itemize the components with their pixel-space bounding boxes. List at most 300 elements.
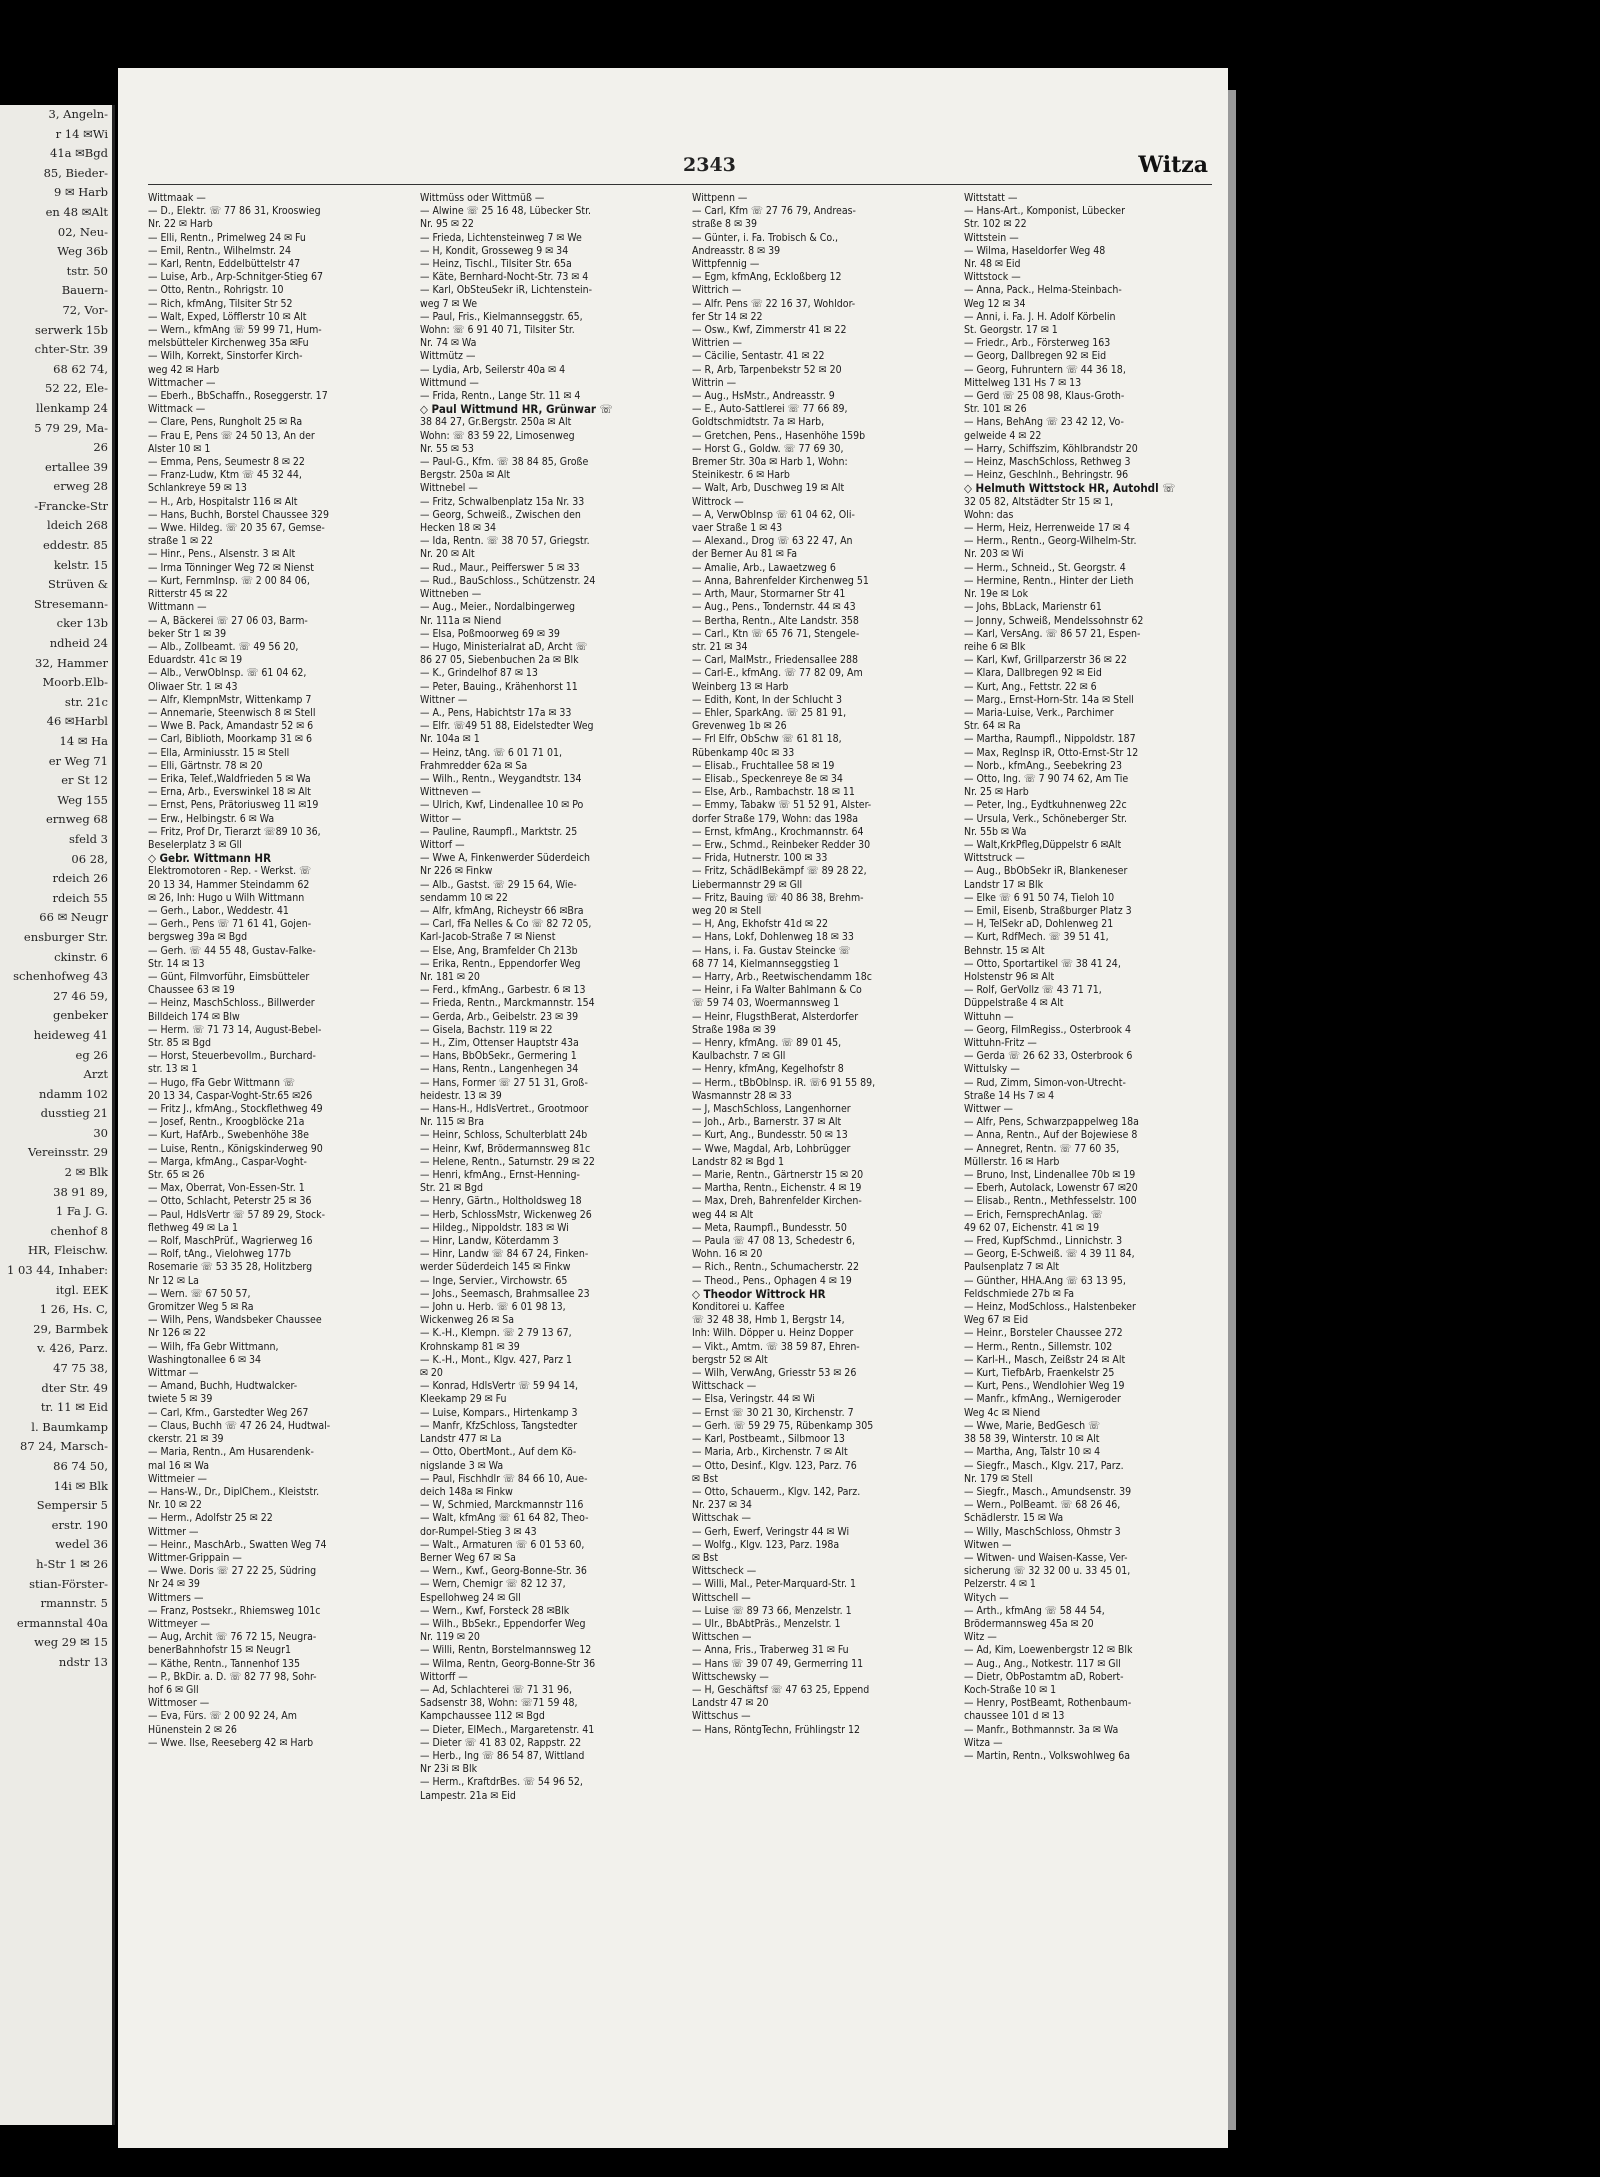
directory-entry: — Wolfg., Klgv. 123, Parz. 198a — [692, 1538, 840, 1551]
directory-entry: Müllerstr. 16 ✉ Harb — [964, 1155, 1060, 1168]
directory-entry: — Johs, BbLack, Marienstr 61 — [964, 601, 1102, 614]
prev-page-line: 1 03 44, Inhaber: — [7, 1263, 108, 1278]
prev-page-line: 14 ✉ Ha — [59, 734, 108, 748]
directory-entry: Pelzerstr. 4 ✉ 1 — [964, 1578, 1036, 1591]
prev-page-line: en 48 ✉Alt — [45, 204, 108, 219]
directory-entry: str. 13 ✉ 1 — [148, 1063, 198, 1076]
column-1 — [148, 192, 413, 2122]
surname-heading: Wittstein — — [964, 231, 1019, 244]
directory-entry: St. Georgstr. 17 ✉ 1 — [964, 324, 1058, 337]
prev-page-line: 52 22, Ele- — [45, 381, 108, 396]
directory-entry: — Rud., Maur., Peifferswег 5 ✉ 33 — [420, 561, 580, 574]
prev-page-line: chter-Str. 39 — [34, 342, 108, 357]
page-edge — [1228, 90, 1236, 2130]
surname-heading: Wittschen — — [692, 1631, 752, 1644]
surname-heading: Wittmüss oder Wittmüß — — [420, 192, 545, 204]
directory-entry: — Ulr., BbAbtPräs., Menzelstr. 1 — [692, 1617, 841, 1630]
prev-page-line: Arzt — [83, 1067, 108, 1082]
surname-heading: Wittor — — [420, 812, 462, 825]
directory-entry: — Paul, HdlsVertr ☏ 57 89 29, Stock- — [148, 1208, 326, 1221]
directory-entry: Rosemarie ☏ 53 35 28, Holitzberg — [148, 1261, 313, 1274]
directory-entry: — Ida, Rentn. ☏ 38 70 57, Griegstr. — [420, 535, 590, 548]
prev-page-line: kelstr. 15 — [53, 557, 108, 572]
directory-entry: — Wern, Chemigr ☏ 82 12 37, — [420, 1578, 566, 1591]
directory-entry: — Kurt, TiefbArb, Fraenkelstr 25 — [964, 1367, 1115, 1380]
directory-entry: — Alfr, kfmAng, Richeystr 66 ✉Bra — [420, 904, 584, 917]
directory-entry: — Eberh, Autolack, Lowenstr 67 ✉20 — [964, 1182, 1138, 1195]
directory-entry: — Wilh, VerwAng, Griesstr 53 ✉ 26 — [692, 1367, 857, 1380]
prev-page-line: Moorb.Elb- — [42, 675, 108, 690]
directory-entry: Landstr 82 ✉ Bgd 1 — [692, 1155, 784, 1168]
directory-entry: — Henri, kfmAng., Ernst-Henning- — [420, 1169, 580, 1182]
directory-entry: — Hans ☏ 39 07 49, Germerring 11 — [692, 1657, 864, 1670]
directory-entry: — Eva, Fürs. ☏ 2 00 92 24, Am — [148, 1710, 297, 1723]
directory-entry: Oliwaer Str. 1 ✉ 43 — [148, 680, 238, 693]
prev-page-line: erstr. 190 — [51, 1517, 108, 1532]
prev-page-line: Bauern- — [61, 283, 108, 298]
directory-entry: — Heinr., Borsteler Chaussee 272 — [964, 1327, 1123, 1340]
prev-page-line: eddestr. 85 — [42, 538, 108, 553]
directory-entry: — Ernst, kfmAng., Krochmannstr. 64 — [692, 825, 864, 838]
prev-page-line: er St 12 — [61, 773, 108, 788]
directory-entry: — Marie, Rentn., Gärtnerstr 15 ✉ 20 — [692, 1169, 864, 1182]
directory-entry: Nr 24 ✉ 39 — [148, 1578, 200, 1591]
directory-entry: dor-Rumpel-Stieg 3 ✉ 43 — [420, 1525, 537, 1538]
directory-entry: — Paul, Fris., Kielmannseggstr. 65, — [420, 310, 583, 323]
directory-entry: — Frida, Hutnerstr. 100 ✉ 33 — [692, 852, 828, 865]
directory-entry: — Amalie, Arb., Lawaetzweg 6 — [692, 561, 836, 574]
directory-entry: — Peter, Ing., Eydtkuhnenweg 22c — [964, 799, 1127, 812]
directory-entry: Hünenstein 2 ✉ 26 — [148, 1723, 237, 1736]
directory-entry: Wohn: ☏ 83 59 22, Limosenweg — [420, 429, 575, 442]
prev-page-line: tr. 11 ✉ Eid — [40, 1400, 108, 1415]
directory-entry: — Günt, Filmvorführ, Eimsbütteler — [148, 970, 310, 983]
directory-entry: 86 27 05, Siebenbuchen 2a ✉ Blk — [420, 654, 579, 667]
directory-entry: Ritterstr 45 ✉ 22 — [148, 588, 228, 601]
surname-heading: Wittneven — — [420, 786, 481, 799]
directory-entry: Schädlerstr. 15 ✉ Wa — [964, 1512, 1064, 1525]
prev-page-line: Strüven & — [47, 577, 108, 592]
prev-page-line: 27 46 59, — [53, 988, 108, 1003]
directory-entry: Karl-Jacob-Straße 7 ✉ Nienst — [420, 931, 556, 944]
directory-entry: — Otto, Schauerm., Klgv. 142, Parz. — [692, 1485, 861, 1498]
directory-entry: — Kurt, Ang., Fettstr. 22 ✉ 6 — [964, 680, 1097, 693]
directory-entry: — Herm., Rentn., Sillemstr. 102 — [964, 1340, 1113, 1353]
directory-entry: — P., BkDir. a. D. ☏ 82 77 98, Sohr- — [148, 1670, 317, 1683]
directory-entry: Str. 102 ✉ 22 — [964, 218, 1027, 231]
directory-entry: — Alfr. Pens ☏ 22 16 37, Wohldor- — [692, 297, 856, 310]
prev-page-line: weg 29 ✉ 15 — [34, 1635, 108, 1650]
directory-entry: — Herb, SchlossMstr, Wickenweg 26 — [420, 1208, 592, 1221]
directory-entry: chaussee 101 d ✉ 13 — [964, 1710, 1065, 1723]
directory-entry: — Ernst, Pens, Prätoriusweg 11 ✉19 — [148, 799, 319, 812]
directory-entry: — Alfr, Pens, Schwarzpappelweg 18a — [964, 1116, 1139, 1129]
directory-entry: Nr. 20 ✉ Alt — [420, 548, 475, 561]
directory-entry: Nr. 119 ✉ 20 — [420, 1631, 480, 1644]
directory-entry: — Wern. ☏ 67 50 57, — [148, 1287, 251, 1300]
directory-entry: — Walt, kfmAng ☏ 61 64 82, Theo- — [420, 1512, 589, 1525]
directory-entry: Schlankreye 59 ✉ 13 — [148, 482, 247, 495]
directory-entry: — Kurt, FernmInsp. ☏ 2 00 84 06, — [148, 574, 310, 587]
prev-page-line: 2 ✉ Blk — [64, 1165, 108, 1180]
directory-columns — [148, 192, 1213, 2122]
directory-entry: — Wilh, Korrekt, Sinstorfer Kirch- — [148, 350, 303, 363]
directory-entry: gelweide 4 ✉ 22 — [964, 429, 1042, 442]
directory-entry: — Inge, Servier., Virchowstr. 65 — [420, 1274, 568, 1287]
surname-heading: Wittpfennig — — [692, 258, 760, 271]
directory-entry: — Fritz, SchädlBekämpf ☏ 89 28 22, — [692, 865, 867, 878]
surname-heading: Witwen — — [964, 1538, 1012, 1551]
directory-entry: Steinikestr. 6 ✉ Harb — [692, 469, 790, 482]
directory-entry: — Aug., HsMstr., Andreasstr. 9 — [692, 390, 835, 403]
directory-entry: — Wilh, fFa Gebr Wittmann, — [148, 1340, 279, 1353]
directory-entry: — Hans, BbObSekr., Germering 1 — [420, 1050, 577, 1063]
surname-heading: Wittmeier — — [148, 1472, 207, 1485]
directory-entry: — Elsa, Veringstr. 44 ✉ Wi — [692, 1393, 815, 1406]
directory-entry: — Dieter ☏ 41 83 02, Rappstr. 22 — [420, 1736, 582, 1749]
directory-entry: — Gerd ☏ 25 08 98, Klaus-Groth- — [964, 390, 1125, 403]
directory-entry: — Rolf, tAng., Vielohweg 177b — [148, 1248, 292, 1261]
directory-entry: — Günter, i. Fa. Trobisch & Co., — [692, 231, 838, 244]
prev-page-line: eg 26 — [75, 1047, 108, 1062]
directory-entry: — Erw., Helbingstr. 6 ✉ Wa — [148, 812, 275, 825]
prev-page-line: v. 426, Parz. — [37, 1341, 108, 1356]
surname-heading: Wittrien — — [692, 337, 742, 350]
directory-entry: — Ursula, Verk., Schöneberger Str. — [964, 812, 1127, 825]
prev-page-line: stian-Förster- — [29, 1576, 108, 1591]
directory-entry: — Herm, Heiz, Herrenweide 17 ✉ 4 — [964, 522, 1130, 535]
directory-entry: — Kurt, Pens., Wendlohier Weg 19 — [964, 1380, 1125, 1393]
surname-heading: Wittschack — — [692, 1380, 757, 1393]
prev-page-line: 41a ✉Bgd — [50, 146, 108, 161]
directory-entry: Str. 14 ✉ 13 — [148, 957, 205, 970]
directory-entry: — Otto, Sportartikel ☏ 38 41 24, — [964, 957, 1121, 970]
directory-entry: — Wern., kfmAng ☏ 59 99 71, Hum- — [148, 324, 322, 337]
directory-entry: — Herm. ☏ 71 73 14, August-Bebel- — [148, 1023, 322, 1036]
directory-entry: — Gerh. ☏ 59 29 75, Rübenkamp 305 — [692, 1419, 874, 1432]
prev-page-line: rmannstr. 5 — [40, 1596, 108, 1611]
directory-entry: Landstr 47 ✉ 20 — [692, 1697, 769, 1710]
directory-entry: — Karl, Rentn, Eddelbüttelstr 47 — [148, 258, 301, 271]
directory-entry: — Else, Arb., Rambachstr. 18 ✉ 11 — [692, 786, 855, 799]
prev-page-line: 72, Vor- — [62, 302, 108, 317]
directory-entry: — Irma Tönninger Weg 72 ✉ Nienst — [148, 561, 314, 574]
directory-entry: — Wwe. Hildeg. ☏ 20 35 67, Gemse- — [148, 522, 325, 535]
directory-entry: — J, MaschSchloss, Langenhorner — [692, 1103, 851, 1116]
directory-entry: Alster 10 ✉ 1 — [148, 442, 211, 455]
directory-entry: — Elisab., Speckenreye 8e ✉ 34 — [692, 772, 843, 785]
directory-entry: Nr 12 ✉ La — [148, 1274, 199, 1287]
directory-entry: sendamm 10 ✉ 22 — [420, 891, 508, 904]
prev-page-line: 29, Barmbek — [33, 1321, 108, 1336]
directory-entry: — Josef, Rentn., Kroogblöcke 21a — [148, 1116, 305, 1129]
directory-entry: — A., Pens, Habichtstr 17a ✉ 33 — [420, 706, 572, 719]
directory-entry: — Gerh. ☏ 44 55 48, Gustav-Falke- — [148, 944, 316, 957]
directory-entry: — Wwe, Marie, BedGesch ☏ — [964, 1419, 1100, 1432]
prev-page-line: sfeld 3 — [69, 831, 108, 846]
directory-entry: Nr. 203 ✉ Wi — [964, 548, 1024, 561]
directory-entry: — Friedr., Arb., Försterweg 163 — [964, 337, 1111, 350]
directory-entry: Kampchaussee 112 ✉ Bgd — [420, 1710, 545, 1723]
directory-entry: — Rolf, GerVollz ☏ 43 71 71, — [964, 984, 1102, 997]
directory-entry: — Else, Ang, Bramfelder Ch 213b — [420, 944, 578, 957]
directory-entry: Chaussee 63 ✉ 19 — [148, 984, 235, 997]
directory-entry: weg 7 ✉ We — [420, 297, 478, 310]
directory-entry: — Franz-Ludw, Ktm ☏ 45 32 44, — [148, 469, 302, 482]
directory-entry: — Erika, Telef.,Waldfrieden 5 ✉ Wa — [148, 772, 311, 785]
surname-heading: Wittnebel — — [420, 482, 478, 495]
directory-entry: Nr. 25 ✉ Harb — [964, 786, 1029, 799]
prev-page-line: 32, Hammer — [35, 655, 108, 670]
prev-page-line: 1 26, Hs. C, — [39, 1302, 108, 1317]
directory-entry: — Gerh., Labor., Weddestr. 41 — [148, 904, 289, 917]
prev-page-line: erweg 28 — [53, 479, 108, 494]
prev-page-line: cker 13b — [56, 616, 108, 631]
directory-entry: — Siegfr., Masch., Klgv. 217, Parz. — [964, 1459, 1124, 1472]
surname-heading: Wittschewsky — — [692, 1670, 769, 1683]
directory-entry: — Harry, Arb., Reetwischendamm 18c — [692, 970, 872, 983]
prev-page-line: 9 ✉ Harb — [53, 185, 108, 200]
directory-entry: — Carl, Biblioth, Moorkamp 31 ✉ 6 — [148, 733, 312, 746]
directory-entry: — Hans, BehAng ☏ 23 42 12, Vo- — [964, 416, 1124, 429]
directory-entry: Düppelstraße 4 ✉ Alt — [964, 997, 1064, 1010]
surname-heading: Wittner — — [420, 693, 468, 706]
directory-entry: — Hinr, Landw, Köterdamm 3 — [420, 1235, 559, 1248]
surname-heading: Wittulsky — — [964, 1063, 1020, 1076]
prev-page-line: ertallee 39 — [44, 459, 108, 474]
directory-entry: — Emma, Pens, Seumestr 8 ✉ 22 — [148, 456, 305, 469]
surname-heading: Wittmer-Grippain — — [148, 1551, 242, 1564]
surname-heading: Wittmütz — — [420, 350, 476, 363]
directory-entry: — Wilma, Rentn, Georg-Bonne-Str 36 — [420, 1657, 596, 1670]
directory-entry: — Wwe, Magdal, Arb, Lohbrügger — [692, 1142, 851, 1155]
directory-entry: — Paul, Fischhdlr ☏ 84 66 10, Aue- — [420, 1472, 588, 1485]
directory-entry: — Gerh, Ewerf, Veringstr 44 ✉ Wi — [692, 1525, 850, 1538]
directory-entry: — Edith, Kont, In der Schlucht 3 — [692, 693, 843, 706]
directory-entry: — Emmy, Tabakw ☏ 51 52 91, Alster- — [692, 799, 872, 812]
directory-entry: Wohn. 16 ✉ 20 — [692, 1248, 763, 1261]
directory-entry: weg 20 ✉ Stell — [692, 904, 762, 917]
directory-entry: — Henry, Gärtn., Holtholdsweg 18 — [420, 1195, 582, 1208]
directory-entry: — Erna, Arb., Everswinkel 18 ✉ Alt — [148, 786, 311, 799]
directory-entry: — Kurt, HafArb., Swebenhöhe 38e — [148, 1129, 309, 1142]
directory-entry: — H, TelSekr aD, Dohlenweg 21 — [964, 918, 1114, 931]
directory-entry: Nr. 95 ✉ 22 — [420, 218, 474, 231]
directory-entry: — Anna, Pack., Helma-Steinbach- — [964, 284, 1122, 297]
directory-entry: — Herm., tBbOblnsp. iR. ☏6 91 55 89, — [692, 1076, 876, 1089]
directory-entry: — Horst G., Goldw. ☏ 77 69 30, — [692, 442, 844, 455]
surname-heading: Wittmacher — — [148, 376, 216, 389]
directory-entry: Wohn: ☏ 6 91 40 71, Tilsiter Str. — [420, 324, 575, 337]
directory-entry: hof 6 ✉ Gll — [148, 1683, 199, 1696]
directory-entry: — Alfr, KlempnMstr, Wittenkamp 7 — [148, 693, 312, 706]
directory-entry: — Horst, Steuerbevollm., Burchard- — [148, 1050, 316, 1063]
column-3 — [692, 192, 957, 2122]
directory-entry: Nr. 179 ✉ Stell — [964, 1472, 1033, 1485]
directory-entry: Str. 64 ✉ Ra — [964, 720, 1021, 733]
directory-entry: — Heinr, FlugsthBerat, Alsterdorfer — [692, 1010, 859, 1023]
directory-entry: — Herm., KraftdrBes. ☏ 54 96 52, — [420, 1776, 583, 1789]
directory-entry: — Anni, i. Fa. J. H. Adolf Körbelin — [964, 310, 1116, 323]
surname-heading: Wittscheck — — [692, 1565, 757, 1578]
surname-heading: Wittrin — — [692, 376, 737, 389]
directory-entry: — Aug., Pens., Tondernstr. 44 ✉ 43 — [692, 601, 856, 614]
directory-entry: Bergstr. 250a ✉ Alt — [420, 469, 511, 482]
directory-entry: — Wwe A, Finkenwerder Süderdeich — [420, 852, 591, 865]
directory-entry: — Georg, FilmRegiss., Osterbrook 4 — [964, 1023, 1131, 1036]
directory-entry: — Ella, Arminiusstr. 15 ✉ Stell — [148, 746, 290, 759]
directory-entry: — Hinr., Pens., Alsenstr. 3 ✉ Alt — [148, 548, 296, 561]
prev-page-line: 68 62 74, — [53, 361, 108, 376]
directory-entry: — Hans, i. Fa. Gustav Steincke ☏ — [692, 944, 851, 957]
directory-entry: — Norb., kfmAng., Seebekring 23 — [964, 759, 1123, 772]
directory-entry: — Kurt, Ang., Bundesstr. 50 ✉ 13 — [692, 1129, 848, 1142]
directory-entry: — Franz, Postsekr., Rhiemsweg 101c — [148, 1604, 321, 1617]
prev-page-line: -Francke-Str — [34, 498, 108, 513]
directory-entry: fer Str 14 ✉ 22 — [692, 310, 763, 323]
prev-page-line: ckinstr. 6 — [54, 949, 108, 964]
directory-entry: — Wilma, Haseldorfer Weg 48 — [964, 244, 1106, 257]
previous-page-fragment — [0, 105, 115, 2125]
surname-heading: Wittmer — — [148, 1525, 199, 1538]
directory-entry: — Alb., VerwOblnsp. ☏ 61 04 62, — [148, 667, 307, 680]
directory-entry: Konditorei u. Kaffee — [692, 1301, 785, 1314]
prev-page-line: 87 24, Marsch- — [20, 1439, 108, 1454]
surname-heading: Witych — — [964, 1591, 1009, 1604]
directory-entry: — Carl, MalMstr., Friedensallee 288 — [692, 654, 859, 667]
surname-heading: Wittuhn-Fritz — — [964, 1037, 1037, 1049]
directory-entry: — R, Arb, Tarpenbekstr 52 ✉ 20 — [692, 363, 842, 376]
directory-entry: — Fred, KupfSchmd., Linnichstr. 3 — [964, 1235, 1123, 1248]
directory-entry: — Willy, MaschSchloss, Ohmstr 3 — [964, 1525, 1121, 1538]
directory-entry: — Rolf, MaschPrüf., Wagrierweg 16 — [148, 1235, 313, 1248]
directory-entry: Liebermannstr 29 ✉ Gll — [692, 878, 803, 891]
prev-page-line: 86 74 50, — [53, 1458, 108, 1473]
directory-entry: Nr. 181 ✉ 20 — [420, 970, 480, 983]
directory-entry: reihe 6 ✉ Blk — [964, 640, 1026, 653]
directory-entry: ☏ 59 74 03, Woermannsweg 1 — [692, 997, 840, 1010]
directory-entry: Paulsenplatz 7 ✉ Alt — [964, 1261, 1060, 1274]
directory-entry: — Marga, kfmAng., Caspar-Voght- — [148, 1155, 307, 1168]
directory-entry: — Annegret, Rentn. ☏ 77 60 35, — [964, 1142, 1120, 1155]
directory-entry: — Ad, Kim, Loewenbergstr 12 ✉ Blk — [964, 1644, 1133, 1657]
directory-entry: — Walt, Arb, Duschweg 19 ✉ Alt — [692, 482, 845, 495]
directory-entry: Nr. 19e ✉ Lok — [964, 588, 1029, 601]
directory-entry: — Günther, HHA.Ang ☏ 63 13 95, — [964, 1274, 1126, 1287]
directory-entry: twiete 5 ✉ 39 — [148, 1393, 213, 1406]
directory-entry: — Heinr, Schloss, Schulterblatt 24b — [420, 1129, 588, 1142]
directory-entry: Weinberg 13 ✉ Harb — [692, 680, 789, 693]
directory-entry: Nr 226 ✉ Finkw — [420, 865, 493, 878]
directory-entry: Nr. 22 ✉ Harb — [148, 218, 213, 231]
directory-entry: — Otto, Desinf., Klgv. 123, Parz. 76 — [692, 1459, 857, 1472]
directory-entry: Kleekamp 29 ✉ Fu — [420, 1393, 507, 1406]
directory-entry: vaer Straße 1 ✉ 43 — [692, 522, 783, 535]
directory-entry: — Heinr, i Fa Walter Bahlmann & Co — [692, 984, 862, 997]
directory-entry: — Georg, Fuhruntern ☏ 44 36 18, — [964, 363, 1126, 376]
prev-page-line: 46 ✉Harbl — [46, 714, 108, 729]
prev-page-line: Weg 155 — [57, 792, 108, 807]
directory-entry: — Anna, Bahrenfelder Kirchenweg 51 — [692, 574, 869, 587]
directory-entry: — Hildeg., Nippoldstr. 183 ✉ Wi — [420, 1221, 569, 1234]
directory-entry: Hecken 18 ✉ 34 — [420, 522, 496, 535]
directory-entry: — Gretchen, Pens., Hasenhöhe 159b — [692, 429, 866, 442]
directory-entry: — H., Arb, Hospitalstr 116 ✉ Alt — [148, 495, 298, 508]
directory-entry: — Gisela, Bachstr. 119 ✉ 22 — [420, 1023, 553, 1036]
directory-entry: — Heinz, Geschlnh., Behringstr. 96 — [964, 469, 1129, 482]
surname-heading: Witz — — [964, 1631, 997, 1644]
directory-entry: Bremer Str. 30a ✉ Harb 1, Wohn: — [692, 456, 848, 469]
directory-entry: — Emil, Eisenb, Straßburger Platz 3 — [964, 904, 1132, 917]
directory-entry: deich 148a ✉ Finkw — [420, 1485, 513, 1498]
directory-entry: — Witwen- und Waisen-Kasse, Ver- — [964, 1551, 1128, 1564]
surname-heading: Wittuhn — — [964, 1010, 1014, 1023]
header-rule — [148, 184, 1212, 185]
directory-entry: Holstenstr 96 ✉ Alt — [964, 970, 1055, 983]
column-4 — [964, 192, 1229, 2122]
directory-entry: — Willi, Mal., Peter-Marquard-Str. 1 — [692, 1578, 857, 1591]
directory-entry: — Claus, Buchh ☏ 47 26 24, Hudtwal- — [148, 1419, 331, 1432]
directory-entry: — Helene, Rentn., Saturnstr. 29 ✉ 22 — [420, 1155, 595, 1168]
directory-entry: — Dietr, ObPostamtm aD, Robert- — [964, 1670, 1124, 1683]
directory-entry: — Manfr, KfzSchloss, Tangstedter — [420, 1419, 578, 1432]
prev-page-line: ndstr 13 — [58, 1654, 108, 1669]
directory-entry: — Käte, Bernhard-Nocht-Str. 73 ✉ 4 — [420, 271, 589, 284]
directory-entry: — Alexand., Drog ☏ 63 22 47, An — [692, 535, 853, 548]
directory-entry: — Georg, E-Schweiß. ☏ 4 39 11 84, — [964, 1248, 1135, 1261]
directory-entry: — Elli, Gärtnstr. 78 ✉ 20 — [148, 759, 263, 772]
directory-entry: weg 44 ✉ Alt — [692, 1208, 754, 1221]
prev-page-line: str. 21c — [64, 694, 108, 709]
prev-page-line: llenkamp 24 — [36, 400, 108, 415]
directory-entry: — Anna, Fris., Traberweg 31 ✉ Fu — [692, 1644, 849, 1657]
directory-entry: — Hans-Art., Komponist, Lübecker — [964, 205, 1125, 218]
directory-entry: — Max, Oberrat, Von-Essen-Str. 1 — [148, 1182, 305, 1195]
directory-entry: — A, Bäckerei ☏ 27 06 03, Barm- — [148, 614, 308, 627]
directory-entry: Frahmredder 62a ✉ Sa — [420, 759, 528, 772]
directory-entry: — Walt., Armaturen ☏ 6 01 53 60, — [420, 1538, 585, 1551]
directory-entry: — Martha, Ang, Talstr 10 ✉ 4 — [964, 1446, 1101, 1459]
business-listing: ◇ Theodor Wittrock HR — [692, 1287, 826, 1301]
prev-page-line: r 14 ✉Wi — [55, 126, 108, 141]
directory-entry: Wohn: das — [964, 508, 1014, 521]
directory-entry: — Frau E, Pens ☏ 24 50 13, An der — [148, 429, 315, 442]
directory-entry: — K.-H., Klempn. ☏ 2 79 13 67, — [420, 1327, 572, 1340]
surname-heading: Wittmers — — [148, 1591, 204, 1604]
prev-page-line: 5 79 29, Ma- — [34, 420, 108, 435]
prev-page-line: Stresemann- — [34, 596, 108, 611]
directory-entry: — Heinz, MaschSchloss., Billwerder — [148, 997, 315, 1010]
directory-entry: — E., Auto-Sattlerei ☏ 77 66 89, — [692, 403, 848, 416]
directory-entry: ✉ 20 — [420, 1367, 443, 1380]
directory-entry: — Wilh., BbSekr., Eppendorfer Weg — [420, 1617, 586, 1630]
directory-entry: — Marg., Ernst-Horn-Str. 14a ✉ Stell — [964, 693, 1134, 706]
prev-page-line: ernweg 68 — [45, 812, 108, 827]
directory-entry: Brödermannsweg 45a ✉ 20 — [964, 1617, 1094, 1630]
directory-entry: Billdeich 174 ✉ Blw — [148, 1010, 240, 1023]
directory-entry: — Frida, Rentn., Lange Str. 11 ✉ 4 — [420, 390, 581, 403]
directory-entry: Landstr 17 ✉ Blk — [964, 878, 1044, 891]
prev-page-line: l. Baumkamp — [31, 1419, 108, 1434]
directory-entry: 20 13 34, Caspar-Voght-Str.65 ✉26 — [148, 1089, 313, 1102]
directory-entry: — Herb., Ing ☏ 86 54 87, Wittland — [420, 1749, 585, 1762]
directory-entry: Straße 198a ✉ 39 — [692, 1023, 776, 1036]
prev-page-line: Weg 36b — [57, 244, 108, 259]
surname-heading: Wittschell — — [692, 1591, 751, 1604]
directory-entry: — Wwe. Ilse, Reeseberg 42 ✉ Harb — [148, 1736, 314, 1749]
directory-entry: 32 05 82, Altstädter Str 15 ✉ 1, — [964, 495, 1114, 508]
directory-entry: — Wwe. Doris ☏ 27 22 25, Südring — [148, 1565, 317, 1578]
